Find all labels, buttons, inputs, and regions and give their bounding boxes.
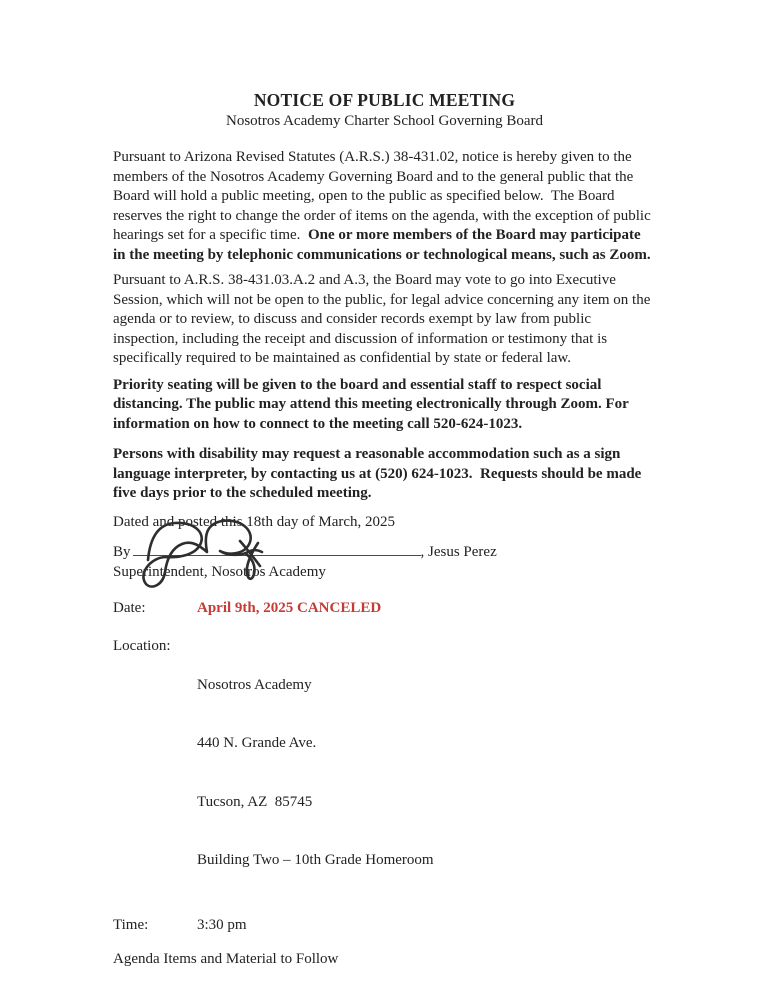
location-label: Location: (113, 637, 171, 654)
paragraph-legal-notice-bold: One or more members of the Board may participate in the meeting by telephonic communications or technological means, such as Zoom. (113, 227, 651, 263)
signer-name: , Jesus Perez (420, 544, 497, 560)
paragraph-disability-accommodation: Persons with disability may request a reasonable accommodation such as a sign language interpreter, by contacting us at (520) 624-1023. Requests should be made five days prior to the scheduled meeting. (113, 446, 646, 501)
location-line-city: Tucson, AZ 85745 (197, 793, 313, 810)
paragraph-executive-session: Pursuant to A.R.S. 38-431.03.A.2 and A.3, the Board may vote to go into Executive Session, which will not be open to the public, for legal advice concerning any item on the agenda or to review, to discuss and consider records exempt by law from public inspection, including the receipt and discussion of information or testimony that is specifically required to be maintained as confidential by state or federal law. (113, 272, 655, 366)
location-value (197, 637, 434, 910)
agenda-note: Agenda Items and Material to Follow (113, 951, 339, 967)
paragraph-legal-notice (113, 148, 656, 265)
time-value: 3:30 pm (197, 916, 247, 933)
document-subtitle: Nosotros Academy Charter School Governing Board (225, 113, 544, 129)
by-label: By (113, 544, 131, 560)
date-row (113, 599, 656, 619)
signer-title: Superintendent, Nosotros Academy (113, 563, 326, 580)
document-title: NOTICE OF PUBLIC MEETING (253, 90, 516, 110)
location-line-street: 440 N. Grande Ave. (197, 735, 317, 751)
location-line-building: Building Two – 10th Grade Homeroom (197, 852, 434, 868)
dated-posted-line: Dated and posted this 18th day of March, 2025 (113, 513, 396, 530)
location-row (113, 637, 656, 910)
paragraph-priority-seating: Priority seating will be given to the board and essential staff to respect social distancing. The public may attend this meeting electronically through Zoom. For information on how to connect to the meeting call 520-624-1023. (113, 376, 633, 432)
location-line-name: Nosotros Academy (197, 676, 312, 693)
time-label: Time: (113, 916, 149, 933)
date-value: April 9th, 2025 CANCELED (197, 600, 382, 616)
signature-block (113, 543, 656, 582)
signature-row (113, 543, 656, 563)
paragraph-legal-notice-normal: Pursuant to Arizona Revised Statutes (A.R.S.) 38-431.02, notice is hereby given to the members of the Nosotros Academy Governing Board and to the general public that the Board will hold a public meeting, open to the public as specified below. The Board reserves the right to change the order of items on the agenda, with the exception of public hearings set for a specific time. (113, 149, 655, 243)
date-label: Date: (113, 600, 146, 616)
time-row (113, 916, 656, 936)
signature-line (133, 555, 421, 556)
